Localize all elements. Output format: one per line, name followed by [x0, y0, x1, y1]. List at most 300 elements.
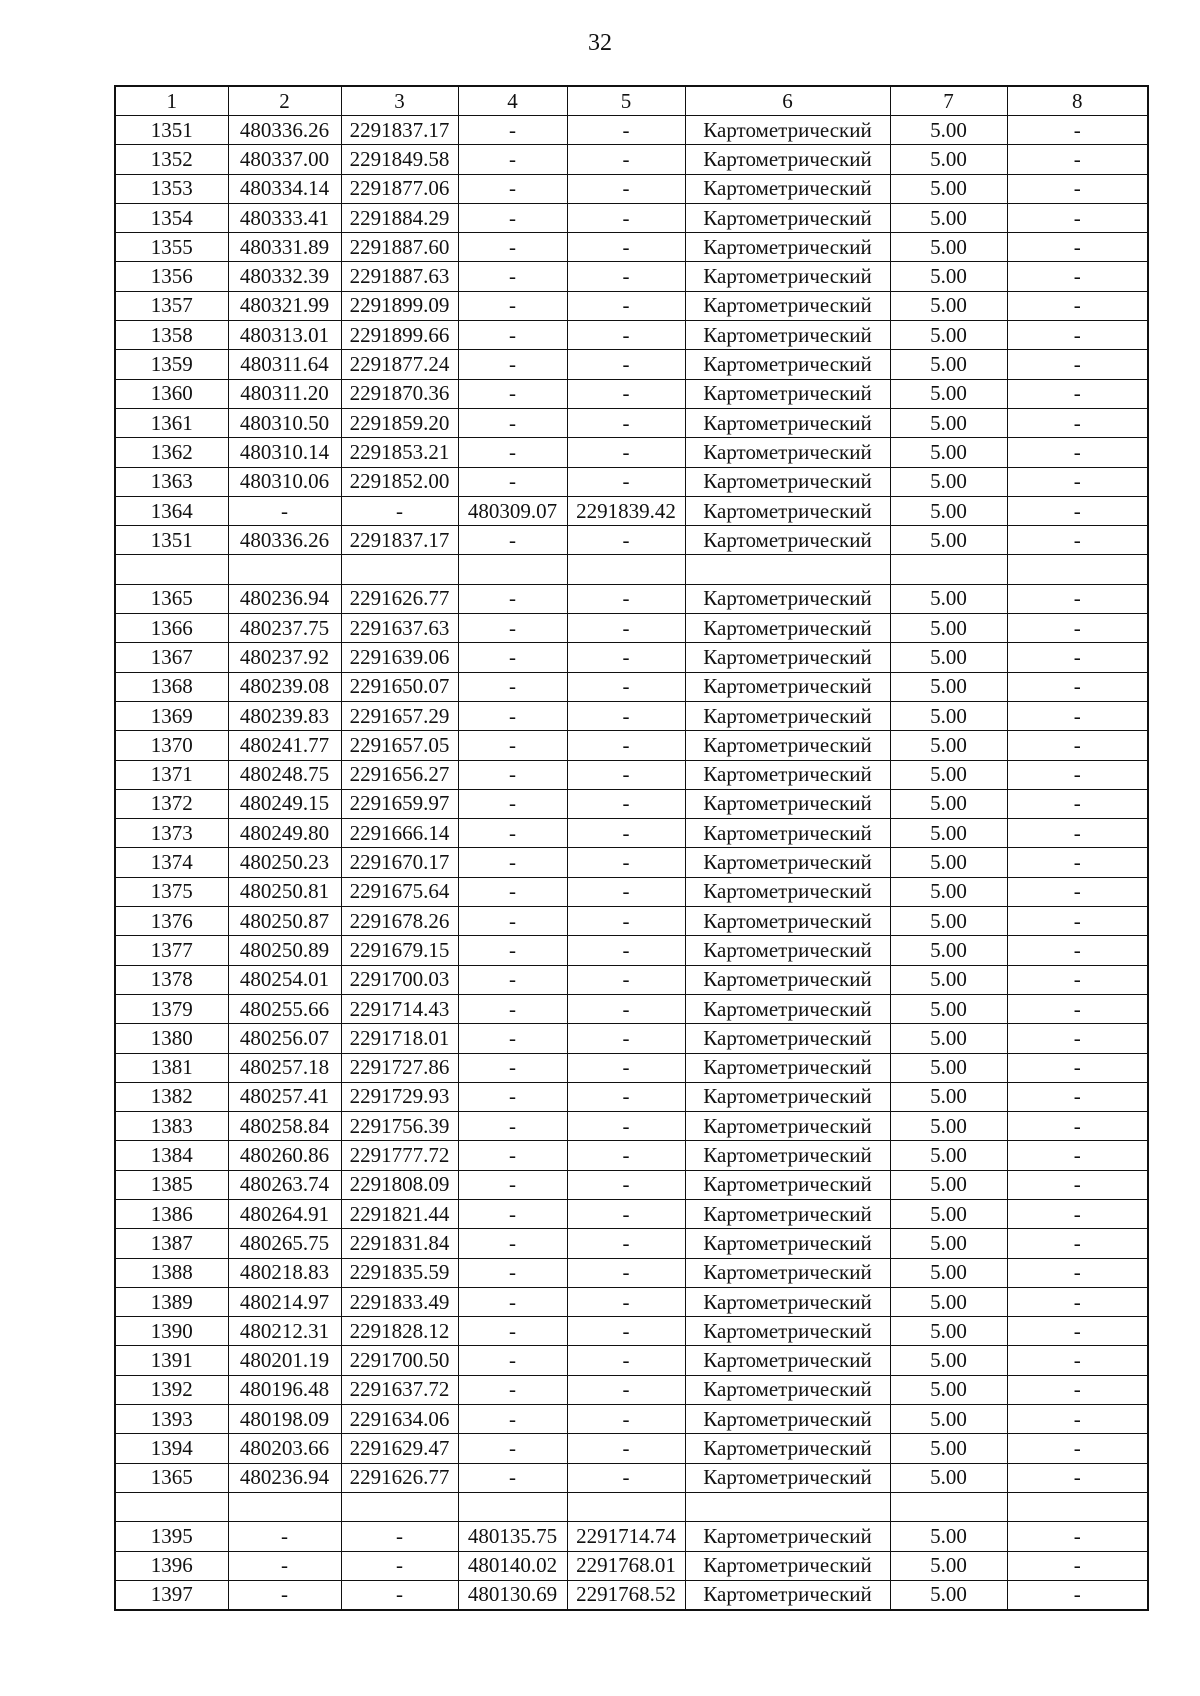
- method-cell: Картометрический: [685, 1522, 890, 1551]
- note-cell: -: [1007, 1258, 1148, 1287]
- y-coordinate-alt-cell: 2291714.74: [567, 1522, 685, 1551]
- table-body: [115, 86, 1148, 1610]
- accuracy-cell: 5.00: [890, 1375, 1007, 1404]
- accuracy-cell: 5.00: [890, 1170, 1007, 1199]
- point-number-cell: 1386: [115, 1199, 228, 1228]
- point-number-cell: 1373: [115, 819, 228, 848]
- x-coordinate-cell: 480239.08: [228, 672, 341, 701]
- x-coordinate-alt-cell: -: [458, 1463, 567, 1492]
- method-cell: Картометрический: [685, 1287, 890, 1316]
- accuracy-cell: 5.00: [890, 965, 1007, 994]
- point-number-cell: 1392: [115, 1375, 228, 1404]
- method-cell: Картометрический: [685, 1112, 890, 1141]
- x-coordinate-alt-cell: -: [458, 408, 567, 437]
- y-coordinate-alt-cell: -: [567, 1434, 685, 1463]
- x-coordinate-alt-cell: -: [458, 262, 567, 291]
- x-coordinate-alt-cell: -: [458, 233, 567, 262]
- accuracy-cell: 5.00: [890, 1141, 1007, 1170]
- method-cell: Картометрический: [685, 643, 890, 672]
- x-coordinate-alt-cell: 480309.07: [458, 496, 567, 525]
- point-number-cell: 1371: [115, 760, 228, 789]
- method-cell: Картометрический: [685, 1141, 890, 1170]
- accuracy-cell: 5.00: [890, 321, 1007, 350]
- method-cell: Картометрический: [685, 116, 890, 145]
- note-cell: -: [1007, 965, 1148, 994]
- y-coordinate-cell: 2291678.26: [341, 907, 458, 936]
- y-coordinate-alt-cell: -: [567, 877, 685, 906]
- y-coordinate-cell: -: [341, 1580, 458, 1610]
- method-cell: Картометрический: [685, 1375, 890, 1404]
- method-cell: Картометрический: [685, 614, 890, 643]
- note-cell: -: [1007, 1082, 1148, 1111]
- y-coordinate-cell: 2291650.07: [341, 672, 458, 701]
- method-cell: Картометрический: [685, 994, 890, 1023]
- point-number-cell: 1365: [115, 1463, 228, 1492]
- table-row: [115, 1082, 1148, 1111]
- y-coordinate-cell: 2291859.20: [341, 408, 458, 437]
- y-coordinate-cell: 2291852.00: [341, 467, 458, 496]
- note-cell: -: [1007, 1112, 1148, 1141]
- y-coordinate-cell: 2291877.06: [341, 174, 458, 203]
- method-cell: Картометрический: [685, 1024, 890, 1053]
- table-row: [115, 760, 1148, 789]
- table-row: [115, 379, 1148, 408]
- x-coordinate-alt-cell: -: [458, 203, 567, 232]
- y-coordinate-cell: 2291637.72: [341, 1375, 458, 1404]
- point-number-cell: 1368: [115, 672, 228, 701]
- table-row: [115, 1580, 1148, 1610]
- y-coordinate-alt-cell: -: [567, 1375, 685, 1404]
- accuracy-cell: 5.00: [890, 1229, 1007, 1258]
- x-coordinate-alt-cell: -: [458, 1405, 567, 1434]
- y-coordinate-cell: 2291656.27: [341, 760, 458, 789]
- note-cell: -: [1007, 174, 1148, 203]
- point-number-cell: 1388: [115, 1258, 228, 1287]
- accuracy-cell: 5.00: [890, 672, 1007, 701]
- table-row: [115, 1112, 1148, 1141]
- header-row: [115, 86, 1148, 116]
- point-number-cell: 1351: [115, 526, 228, 555]
- point-number-cell: 1385: [115, 1170, 228, 1199]
- x-coordinate-alt-cell: [458, 1492, 567, 1521]
- x-coordinate-cell: 480198.09: [228, 1405, 341, 1434]
- x-coordinate-alt-cell: -: [458, 701, 567, 730]
- y-coordinate-alt-cell: -: [567, 789, 685, 818]
- method-cell: Картометрический: [685, 848, 890, 877]
- y-coordinate-cell: 2291626.77: [341, 584, 458, 613]
- y-coordinate-cell: 2291756.39: [341, 1112, 458, 1141]
- method-cell: Картометрический: [685, 701, 890, 730]
- method-cell: Картометрический: [685, 526, 890, 555]
- table-row: [115, 936, 1148, 965]
- column-header: 6: [685, 86, 890, 116]
- point-number-cell: 1382: [115, 1082, 228, 1111]
- method-cell: Картометрический: [685, 1580, 890, 1610]
- x-coordinate-cell: -: [228, 1551, 341, 1580]
- accuracy-cell: 5.00: [890, 789, 1007, 818]
- point-number-cell: 1366: [115, 614, 228, 643]
- note-cell: -: [1007, 291, 1148, 320]
- x-coordinate-alt-cell: -: [458, 819, 567, 848]
- point-number-cell: 1397: [115, 1580, 228, 1610]
- y-coordinate-cell: 2291670.17: [341, 848, 458, 877]
- page-number: 32: [588, 30, 612, 56]
- y-coordinate-alt-cell: -: [567, 1405, 685, 1434]
- note-cell: -: [1007, 584, 1148, 613]
- table-row: [115, 614, 1148, 643]
- accuracy-cell: 5.00: [890, 1082, 1007, 1111]
- x-coordinate-cell: 480214.97: [228, 1287, 341, 1316]
- x-coordinate-alt-cell: -: [458, 1024, 567, 1053]
- x-coordinate-cell: 480250.89: [228, 936, 341, 965]
- x-coordinate-alt-cell: 480130.69: [458, 1580, 567, 1610]
- point-number-cell: 1396: [115, 1551, 228, 1580]
- y-coordinate-alt-cell: -: [567, 584, 685, 613]
- note-cell: -: [1007, 877, 1148, 906]
- table-row: [115, 1258, 1148, 1287]
- table-row: [115, 965, 1148, 994]
- accuracy-cell: 5.00: [890, 350, 1007, 379]
- x-coordinate-cell: 480310.14: [228, 438, 341, 467]
- point-number-cell: 1370: [115, 731, 228, 760]
- y-coordinate-alt-cell: -: [567, 1170, 685, 1199]
- y-coordinate-alt-cell: -: [567, 848, 685, 877]
- accuracy-cell: 5.00: [890, 408, 1007, 437]
- y-coordinate-cell: 2291899.09: [341, 291, 458, 320]
- x-coordinate-alt-cell: -: [458, 526, 567, 555]
- accuracy-cell: 5.00: [890, 1405, 1007, 1434]
- table-row: [115, 1170, 1148, 1199]
- y-coordinate-cell: 2291877.24: [341, 350, 458, 379]
- accuracy-cell: 5.00: [890, 116, 1007, 145]
- accuracy-cell: 5.00: [890, 1199, 1007, 1228]
- point-number-cell: 1389: [115, 1287, 228, 1316]
- x-coordinate-alt-cell: -: [458, 438, 567, 467]
- table-row: [115, 145, 1148, 174]
- accuracy-cell: 5.00: [890, 936, 1007, 965]
- y-coordinate-alt-cell: -: [567, 1112, 685, 1141]
- y-coordinate-cell: 2291887.60: [341, 233, 458, 262]
- y-coordinate-cell: 2291657.29: [341, 701, 458, 730]
- note-cell: -: [1007, 1346, 1148, 1375]
- y-coordinate-cell: 2291657.05: [341, 731, 458, 760]
- y-coordinate-cell: 2291659.97: [341, 789, 458, 818]
- accuracy-cell: 5.00: [890, 877, 1007, 906]
- note-cell: -: [1007, 819, 1148, 848]
- accuracy-cell: 5.00: [890, 1024, 1007, 1053]
- table-row: [115, 467, 1148, 496]
- x-coordinate-cell: 480249.15: [228, 789, 341, 818]
- x-coordinate-alt-cell: -: [458, 1199, 567, 1228]
- x-coordinate-cell: 480241.77: [228, 731, 341, 760]
- y-coordinate-alt-cell: -: [567, 965, 685, 994]
- note-cell: -: [1007, 643, 1148, 672]
- table-row: [115, 1141, 1148, 1170]
- x-coordinate-cell: 480249.80: [228, 819, 341, 848]
- method-cell: Картометрический: [685, 496, 890, 525]
- y-coordinate-alt-cell: -: [567, 467, 685, 496]
- accuracy-cell: 5.00: [890, 907, 1007, 936]
- point-number-cell: 1379: [115, 994, 228, 1023]
- note-cell: -: [1007, 1580, 1148, 1610]
- method-cell: Картометрический: [685, 877, 890, 906]
- note-cell: -: [1007, 526, 1148, 555]
- x-coordinate-alt-cell: 480140.02: [458, 1551, 567, 1580]
- x-coordinate-alt-cell: -: [458, 174, 567, 203]
- note-cell: -: [1007, 731, 1148, 760]
- note-cell: -: [1007, 936, 1148, 965]
- y-coordinate-alt-cell: -: [567, 174, 685, 203]
- y-coordinate-alt-cell: -: [567, 907, 685, 936]
- y-coordinate-alt-cell: -: [567, 321, 685, 350]
- x-coordinate-alt-cell: -: [458, 731, 567, 760]
- x-coordinate-cell: 480236.94: [228, 1463, 341, 1492]
- x-coordinate-cell: 480258.84: [228, 1112, 341, 1141]
- accuracy-cell: 5.00: [890, 233, 1007, 262]
- accuracy-cell: 5.00: [890, 1287, 1007, 1316]
- method-cell: Картометрический: [685, 1258, 890, 1287]
- y-coordinate-alt-cell: 2291839.42: [567, 496, 685, 525]
- accuracy-cell: 5.00: [890, 643, 1007, 672]
- table-row: [115, 1492, 1148, 1521]
- x-coordinate-alt-cell: -: [458, 1346, 567, 1375]
- y-coordinate-cell: 2291821.44: [341, 1199, 458, 1228]
- y-coordinate-alt-cell: -: [567, 672, 685, 701]
- y-coordinate-cell: 2291626.77: [341, 1463, 458, 1492]
- note-cell: -: [1007, 848, 1148, 877]
- x-coordinate-alt-cell: -: [458, 848, 567, 877]
- point-number-cell: 1352: [115, 145, 228, 174]
- x-coordinate-alt-cell: -: [458, 1141, 567, 1170]
- note-cell: -: [1007, 145, 1148, 174]
- x-coordinate-cell: 480333.41: [228, 203, 341, 232]
- x-coordinate-alt-cell: -: [458, 672, 567, 701]
- y-coordinate-alt-cell: -: [567, 1082, 685, 1111]
- method-cell: Картометрический: [685, 321, 890, 350]
- table-row: [115, 907, 1148, 936]
- accuracy-cell: 5.00: [890, 1434, 1007, 1463]
- method-cell: Картометрический: [685, 819, 890, 848]
- y-coordinate-alt-cell: [567, 1492, 685, 1521]
- y-coordinate-cell: 2291714.43: [341, 994, 458, 1023]
- y-coordinate-alt-cell: [567, 555, 685, 584]
- x-coordinate-alt-cell: -: [458, 1112, 567, 1141]
- y-coordinate-alt-cell: -: [567, 145, 685, 174]
- method-cell: Картометрический: [685, 1317, 890, 1346]
- method-cell: Картометрический: [685, 1434, 890, 1463]
- x-coordinate-alt-cell: -: [458, 1317, 567, 1346]
- x-coordinate-alt-cell: -: [458, 1053, 567, 1082]
- point-number-cell: 1380: [115, 1024, 228, 1053]
- x-coordinate-alt-cell: -: [458, 1258, 567, 1287]
- note-cell: -: [1007, 701, 1148, 730]
- accuracy-cell: 5.00: [890, 1112, 1007, 1141]
- point-number-cell: 1356: [115, 262, 228, 291]
- accuracy-cell: 5.00: [890, 584, 1007, 613]
- accuracy-cell: 5.00: [890, 496, 1007, 525]
- note-cell: -: [1007, 1287, 1148, 1316]
- x-coordinate-alt-cell: -: [458, 1434, 567, 1463]
- x-coordinate-cell: 480310.50: [228, 408, 341, 437]
- method-cell: Картометрический: [685, 1463, 890, 1492]
- method-cell: Картометрический: [685, 1199, 890, 1228]
- x-coordinate-cell: 480264.91: [228, 1199, 341, 1228]
- x-coordinate-alt-cell: -: [458, 321, 567, 350]
- table-row: [115, 994, 1148, 1023]
- method-cell: Картометрический: [685, 965, 890, 994]
- x-coordinate-cell: -: [228, 1522, 341, 1551]
- x-coordinate-cell: 480239.83: [228, 701, 341, 730]
- y-coordinate-alt-cell: -: [567, 1287, 685, 1316]
- accuracy-cell: 5.00: [890, 526, 1007, 555]
- y-coordinate-alt-cell: -: [567, 994, 685, 1023]
- method-cell: Картометрический: [685, 1082, 890, 1111]
- point-number-cell: 1374: [115, 848, 228, 877]
- y-coordinate-alt-cell: -: [567, 116, 685, 145]
- point-number-cell: 1362: [115, 438, 228, 467]
- x-coordinate-alt-cell: -: [458, 291, 567, 320]
- y-coordinate-alt-cell: -: [567, 1024, 685, 1053]
- table-row: [115, 1463, 1148, 1492]
- note-cell: -: [1007, 1375, 1148, 1404]
- y-coordinate-cell: 2291853.21: [341, 438, 458, 467]
- table-row: [115, 1317, 1148, 1346]
- note-cell: -: [1007, 1199, 1148, 1228]
- x-coordinate-cell: 480313.01: [228, 321, 341, 350]
- accuracy-cell: 5.00: [890, 1551, 1007, 1580]
- column-header: 3: [341, 86, 458, 116]
- table-row: [115, 174, 1148, 203]
- x-coordinate-alt-cell: -: [458, 1082, 567, 1111]
- accuracy-cell: 5.00: [890, 614, 1007, 643]
- method-cell: Картометрический: [685, 584, 890, 613]
- point-number-cell: 1377: [115, 936, 228, 965]
- y-coordinate-alt-cell: -: [567, 1258, 685, 1287]
- y-coordinate-cell: [341, 1492, 458, 1521]
- note-cell: -: [1007, 614, 1148, 643]
- note-cell: -: [1007, 203, 1148, 232]
- note-cell: -: [1007, 1229, 1148, 1258]
- x-coordinate-cell: [228, 555, 341, 584]
- x-coordinate-alt-cell: [458, 555, 567, 584]
- x-coordinate-alt-cell: -: [458, 584, 567, 613]
- note-cell: -: [1007, 1522, 1148, 1551]
- accuracy-cell: 5.00: [890, 203, 1007, 232]
- method-cell: Картометрический: [685, 1170, 890, 1199]
- y-coordinate-alt-cell: -: [567, 408, 685, 437]
- method-cell: Картометрический: [685, 467, 890, 496]
- note-cell: -: [1007, 116, 1148, 145]
- note-cell: -: [1007, 1053, 1148, 1082]
- note-cell: -: [1007, 467, 1148, 496]
- method-cell: Картометрический: [685, 731, 890, 760]
- note-cell: -: [1007, 1551, 1148, 1580]
- method-cell: Картометрический: [685, 350, 890, 379]
- method-cell: Картометрический: [685, 408, 890, 437]
- x-coordinate-alt-cell: -: [458, 145, 567, 174]
- point-number-cell: 1384: [115, 1141, 228, 1170]
- x-coordinate-cell: 480336.26: [228, 526, 341, 555]
- x-coordinate-cell: 480237.75: [228, 614, 341, 643]
- table-row: [115, 438, 1148, 467]
- y-coordinate-cell: 2291884.29: [341, 203, 458, 232]
- x-coordinate-cell: -: [228, 1580, 341, 1610]
- y-coordinate-alt-cell: -: [567, 1141, 685, 1170]
- y-coordinate-alt-cell: -: [567, 262, 685, 291]
- x-coordinate-cell: 480263.74: [228, 1170, 341, 1199]
- note-cell: [1007, 1492, 1148, 1521]
- method-cell: Картометрический: [685, 1346, 890, 1375]
- x-coordinate-cell: 480334.14: [228, 174, 341, 203]
- accuracy-cell: 5.00: [890, 145, 1007, 174]
- y-coordinate-cell: 2291666.14: [341, 819, 458, 848]
- accuracy-cell: 5.00: [890, 731, 1007, 760]
- x-coordinate-alt-cell: -: [458, 965, 567, 994]
- y-coordinate-cell: 2291639.06: [341, 643, 458, 672]
- accuracy-cell: 5.00: [890, 379, 1007, 408]
- x-coordinate-cell: 480237.92: [228, 643, 341, 672]
- y-coordinate-alt-cell: -: [567, 701, 685, 730]
- note-cell: -: [1007, 233, 1148, 262]
- y-coordinate-cell: 2291831.84: [341, 1229, 458, 1258]
- point-number-cell: 1372: [115, 789, 228, 818]
- accuracy-cell: 5.00: [890, 1053, 1007, 1082]
- accuracy-cell: 5.00: [890, 467, 1007, 496]
- x-coordinate-cell: 480236.94: [228, 584, 341, 613]
- y-coordinate-cell: 2291700.03: [341, 965, 458, 994]
- y-coordinate-alt-cell: -: [567, 438, 685, 467]
- y-coordinate-alt-cell: -: [567, 379, 685, 408]
- point-number-cell: 1354: [115, 203, 228, 232]
- accuracy-cell: 5.00: [890, 291, 1007, 320]
- column-header: 7: [890, 86, 1007, 116]
- accuracy-cell: 5.00: [890, 819, 1007, 848]
- y-coordinate-cell: 2291837.17: [341, 116, 458, 145]
- x-coordinate-cell: 480336.26: [228, 116, 341, 145]
- accuracy-cell: 5.00: [890, 1580, 1007, 1610]
- note-cell: -: [1007, 321, 1148, 350]
- y-coordinate-cell: 2291729.93: [341, 1082, 458, 1111]
- y-coordinate-cell: 2291833.49: [341, 1287, 458, 1316]
- y-coordinate-alt-cell: -: [567, 350, 685, 379]
- x-coordinate-alt-cell: -: [458, 1229, 567, 1258]
- y-coordinate-alt-cell: -: [567, 1463, 685, 1492]
- y-coordinate-cell: 2291777.72: [341, 1141, 458, 1170]
- method-cell: Картометрический: [685, 789, 890, 818]
- y-coordinate-alt-cell: -: [567, 731, 685, 760]
- y-coordinate-cell: 2291887.63: [341, 262, 458, 291]
- accuracy-cell: 5.00: [890, 1522, 1007, 1551]
- column-header: 2: [228, 86, 341, 116]
- table-row: [115, 526, 1148, 555]
- table-row: [115, 555, 1148, 584]
- method-cell: Картометрический: [685, 174, 890, 203]
- y-coordinate-alt-cell: -: [567, 936, 685, 965]
- accuracy-cell: 5.00: [890, 701, 1007, 730]
- point-number-cell: 1367: [115, 643, 228, 672]
- table-row: [115, 408, 1148, 437]
- x-coordinate-alt-cell: -: [458, 614, 567, 643]
- table-row: [115, 643, 1148, 672]
- point-number-cell: 1394: [115, 1434, 228, 1463]
- note-cell: -: [1007, 994, 1148, 1023]
- point-number-cell: 1383: [115, 1112, 228, 1141]
- table-row: [115, 1287, 1148, 1316]
- coordinates-table: [114, 85, 1149, 1611]
- x-coordinate-cell: 480218.83: [228, 1258, 341, 1287]
- y-coordinate-cell: 2291727.86: [341, 1053, 458, 1082]
- method-cell: Картометрический: [685, 1053, 890, 1082]
